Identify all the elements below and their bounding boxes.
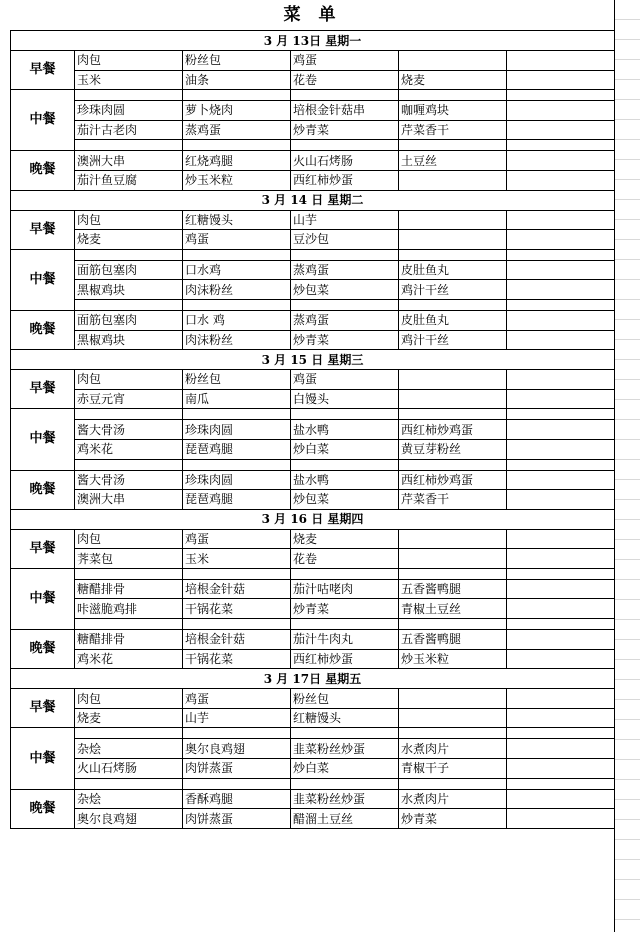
dish-cell: [399, 619, 507, 630]
empty-cell: [507, 310, 615, 330]
dish-cell: 火山石烤肠: [291, 151, 399, 171]
dish-cell: [399, 708, 507, 728]
dish-cell: 肉饼蒸蛋: [183, 759, 291, 779]
empty-cell: [507, 739, 615, 759]
lunch-row: [11, 140, 615, 151]
dish-cell: 鸡蛋: [183, 689, 291, 709]
dish-cell: 酱大骨汤: [75, 470, 183, 490]
empty-cell: [507, 490, 615, 510]
dish-cell: 红烧鸡腿: [183, 151, 291, 171]
dish-cell: [291, 299, 399, 310]
dish-cell: [399, 51, 507, 71]
dinner-label: 晚餐: [11, 630, 75, 669]
lunch-row: [11, 759, 615, 779]
empty-cell: [507, 70, 615, 90]
dish-cell: 炒包菜: [291, 280, 399, 300]
empty-cell: [507, 170, 615, 190]
lunch-row: [11, 778, 615, 789]
dish-cell: [291, 619, 399, 630]
dish-cell: 炒青菜: [399, 809, 507, 829]
dish-cell: [183, 90, 291, 101]
breakfast-row: [11, 370, 615, 390]
empty-cell: [507, 789, 615, 809]
dish-cell: 烧麦: [291, 529, 399, 549]
dinner-row: [11, 630, 615, 650]
dish-cell: 奥尔良鸡翅: [183, 739, 291, 759]
dish-cell: 口水 鸡: [183, 310, 291, 330]
lunch-row: [11, 280, 615, 300]
empty-cell: [507, 51, 615, 71]
dish-cell: 白馒头: [291, 389, 399, 409]
empty-cell: [507, 420, 615, 440]
dish-cell: [399, 249, 507, 260]
empty-cell: [507, 459, 615, 470]
empty-cell: [507, 90, 615, 101]
dish-cell: 油条: [183, 70, 291, 90]
dish-cell: 咖喱鸡块: [399, 101, 507, 121]
dish-cell: 火山石烤肠: [75, 759, 183, 779]
dish-cell: 炒白菜: [291, 439, 399, 459]
dish-cell: [399, 140, 507, 151]
dish-cell: 炒青菜: [291, 120, 399, 140]
empty-cell: [507, 728, 615, 739]
dish-cell: 鸡蛋: [291, 370, 399, 390]
lunch-label: 中餐: [11, 90, 75, 151]
dish-cell: 蒸鸡蛋: [291, 310, 399, 330]
dish-cell: 五香酱鸭腿: [399, 630, 507, 650]
dish-cell: 赤豆元宵: [75, 389, 183, 409]
breakfast-row: [11, 230, 615, 250]
dish-cell: 茄汁牛肉丸: [291, 630, 399, 650]
breakfast-row: [11, 210, 615, 230]
dish-cell: 琵琶鸡腿: [183, 490, 291, 510]
dish-cell: 珍珠肉圆: [183, 420, 291, 440]
dish-cell: [183, 728, 291, 739]
empty-cell: [507, 689, 615, 709]
lunch-row: [11, 120, 615, 140]
dish-cell: 香酥鸡腿: [183, 789, 291, 809]
dish-cell: [399, 210, 507, 230]
dish-cell: 西红柿炒蛋: [291, 170, 399, 190]
dish-cell: 炒青菜: [291, 330, 399, 350]
lunch-row: [11, 260, 615, 280]
dish-cell: [399, 549, 507, 569]
dish-cell: 炒青菜: [291, 599, 399, 619]
dish-cell: [75, 140, 183, 151]
dish-cell: 土豆丝: [399, 151, 507, 171]
lunch-label: 中餐: [11, 249, 75, 310]
dish-cell: 粉丝包: [183, 370, 291, 390]
empty-cell: [507, 470, 615, 490]
dish-cell: 杂烩: [75, 739, 183, 759]
empty-cell: [507, 549, 615, 569]
dinner-row: [11, 310, 615, 330]
dinner-row: [11, 170, 615, 190]
dish-cell: 南瓜: [183, 389, 291, 409]
dish-cell: 黑椒鸡块: [75, 330, 183, 350]
lunch-row: [11, 439, 615, 459]
empty-cell: [507, 630, 615, 650]
empty-cell: [507, 370, 615, 390]
empty-cell: [507, 759, 615, 779]
dish-cell: [75, 778, 183, 789]
dinner-row: [11, 789, 615, 809]
dish-cell: 茄汁古老肉: [75, 120, 183, 140]
dish-cell: 面筋包塞肉: [75, 310, 183, 330]
dish-cell: 豆沙包: [291, 230, 399, 250]
dish-cell: 杂烩: [75, 789, 183, 809]
dish-cell: 芹菜香干: [399, 490, 507, 510]
dish-cell: 花卷: [291, 549, 399, 569]
empty-cell: [507, 299, 615, 310]
dish-cell: 西红柿炒鸡蛋: [399, 470, 507, 490]
dish-cell: 盐水鸭: [291, 420, 399, 440]
dish-cell: 干锅花菜: [183, 649, 291, 669]
dish-cell: 五香酱鸭腿: [399, 579, 507, 599]
lunch-label: 中餐: [11, 409, 75, 470]
dish-cell: [291, 409, 399, 420]
empty-cell: [507, 708, 615, 728]
dish-cell: 肉包: [75, 51, 183, 71]
dinner-label: 晚餐: [11, 151, 75, 190]
dish-cell: [291, 778, 399, 789]
dish-cell: 酱大骨汤: [75, 420, 183, 440]
empty-cell: [507, 529, 615, 549]
empty-cell: [507, 579, 615, 599]
empty-cell: [507, 599, 615, 619]
day-header: 3 月 17日 星期五: [11, 669, 615, 689]
dish-cell: 肉沫粉丝: [183, 280, 291, 300]
empty-cell: [507, 210, 615, 230]
dish-cell: 肉包: [75, 689, 183, 709]
breakfast-row: [11, 70, 615, 90]
dish-cell: 青椒干子: [399, 759, 507, 779]
empty-cell: [507, 249, 615, 260]
dish-cell: [75, 459, 183, 470]
dinner-row: [11, 470, 615, 490]
dish-cell: 西红柿炒鸡蛋: [399, 420, 507, 440]
lunch-row: [11, 249, 615, 260]
dish-cell: 茄汁鱼豆腐: [75, 170, 183, 190]
lunch-row: [11, 420, 615, 440]
dish-cell: 玉米: [183, 549, 291, 569]
breakfast-row: [11, 689, 615, 709]
dish-cell: 琵琶鸡腿: [183, 439, 291, 459]
dish-cell: 花卷: [291, 70, 399, 90]
dish-cell: 醋溜土豆丝: [291, 809, 399, 829]
dish-cell: 肉饼蒸蛋: [183, 809, 291, 829]
dish-cell: [183, 778, 291, 789]
dish-cell: [399, 370, 507, 390]
breakfast-row: [11, 549, 615, 569]
dish-cell: [399, 409, 507, 420]
dish-cell: 鸡米花: [75, 649, 183, 669]
spreadsheet-gridlines: [614, 0, 640, 932]
dish-cell: 肉包: [75, 370, 183, 390]
breakfast-label: 早餐: [11, 370, 75, 409]
dish-cell: 西红柿炒蛋: [291, 649, 399, 669]
dinner-row: [11, 649, 615, 669]
menu-title: 菜 单: [283, 5, 342, 25]
dish-cell: 肉包: [75, 529, 183, 549]
dinner-row: [11, 330, 615, 350]
dish-cell: 炒玉米粒: [183, 170, 291, 190]
dish-cell: 荠菜包: [75, 549, 183, 569]
dish-cell: 山芋: [183, 708, 291, 728]
dish-cell: [75, 619, 183, 630]
dish-cell: 培根金针菇: [183, 630, 291, 650]
breakfast-label: 早餐: [11, 529, 75, 568]
dish-cell: [399, 170, 507, 190]
dish-cell: [399, 230, 507, 250]
dish-cell: 肉沫粉丝: [183, 330, 291, 350]
day-header: 3 月 14 日 星期二: [11, 190, 615, 210]
dish-cell: 鸡蛋: [183, 230, 291, 250]
dish-cell: 蒸鸡蛋: [183, 120, 291, 140]
empty-cell: [507, 151, 615, 171]
dish-cell: 珍珠肉圆: [183, 470, 291, 490]
dish-cell: [291, 728, 399, 739]
dish-cell: 炒玉米粒: [399, 649, 507, 669]
dish-cell: 澳洲大串: [75, 490, 183, 510]
dish-cell: 肉包: [75, 210, 183, 230]
dish-cell: [291, 568, 399, 579]
lunch-row: [11, 568, 615, 579]
dish-cell: 皮肚鱼丸: [399, 310, 507, 330]
dish-cell: 口水鸡: [183, 260, 291, 280]
dinner-label: 晚餐: [11, 789, 75, 828]
dish-cell: 面筋包塞肉: [75, 260, 183, 280]
lunch-row: [11, 101, 615, 121]
dish-cell: 烧麦: [75, 230, 183, 250]
dish-cell: [291, 459, 399, 470]
dish-cell: [183, 140, 291, 151]
lunch-row: [11, 739, 615, 759]
breakfast-label: 早餐: [11, 51, 75, 90]
empty-cell: [507, 619, 615, 630]
dish-cell: 鸡米花: [75, 439, 183, 459]
dish-cell: [399, 728, 507, 739]
dish-cell: [291, 140, 399, 151]
dish-cell: 萝卜烧肉: [183, 101, 291, 121]
dish-cell: 红糖馒头: [291, 708, 399, 728]
dish-cell: [399, 459, 507, 470]
dish-cell: 黄豆芽粉丝: [399, 439, 507, 459]
dish-cell: [399, 389, 507, 409]
dish-cell: 澳洲大串: [75, 151, 183, 171]
dinner-label: 晚餐: [11, 310, 75, 349]
dish-cell: 鸡汁干丝: [399, 330, 507, 350]
lunch-row: [11, 409, 615, 420]
lunch-row: [11, 599, 615, 619]
dish-cell: 奥尔良鸡翅: [75, 809, 183, 829]
dish-cell: [291, 249, 399, 260]
menu-table: [10, 0, 615, 829]
breakfast-row: [11, 389, 615, 409]
dish-cell: [183, 459, 291, 470]
breakfast-label: 早餐: [11, 210, 75, 249]
dish-cell: [75, 409, 183, 420]
dish-cell: [75, 249, 183, 260]
dinner-row: [11, 151, 615, 171]
dish-cell: [75, 568, 183, 579]
dish-cell: 珍珠肉圆: [75, 101, 183, 121]
lunch-label: 中餐: [11, 568, 75, 629]
dish-cell: [399, 90, 507, 101]
dish-cell: 炒包菜: [291, 490, 399, 510]
dinner-row: [11, 809, 615, 829]
empty-cell: [507, 120, 615, 140]
dish-cell: 水煮肉片: [399, 739, 507, 759]
dish-cell: 茄汁咕咾肉: [291, 579, 399, 599]
dish-cell: [399, 529, 507, 549]
lunch-row: [11, 459, 615, 470]
dish-cell: 干锅花菜: [183, 599, 291, 619]
dish-cell: 糖醋排骨: [75, 579, 183, 599]
dish-cell: 盐水鸭: [291, 470, 399, 490]
dish-cell: [75, 90, 183, 101]
lunch-row: [11, 619, 615, 630]
lunch-label: 中餐: [11, 728, 75, 789]
empty-cell: [507, 101, 615, 121]
empty-cell: [507, 330, 615, 350]
empty-cell: [507, 778, 615, 789]
day-header: 3 月 13日 星期一: [11, 31, 615, 51]
dish-cell: [75, 299, 183, 310]
dish-cell: 韭菜粉丝炒蛋: [291, 739, 399, 759]
lunch-row: [11, 90, 615, 101]
dish-cell: [183, 299, 291, 310]
empty-cell: [507, 649, 615, 669]
dish-cell: 鸡汁干丝: [399, 280, 507, 300]
empty-cell: [507, 809, 615, 829]
dish-cell: [183, 409, 291, 420]
dish-cell: 蒸鸡蛋: [291, 260, 399, 280]
dish-cell: 韭菜粉丝炒蛋: [291, 789, 399, 809]
dish-cell: 红糖馒头: [183, 210, 291, 230]
breakfast-row: [11, 51, 615, 71]
dish-cell: 青椒土豆丝: [399, 599, 507, 619]
dish-cell: [399, 689, 507, 709]
empty-cell: [507, 140, 615, 151]
dish-cell: 咔滋脆鸡排: [75, 599, 183, 619]
dish-cell: 糖醋排骨: [75, 630, 183, 650]
dinner-row: [11, 490, 615, 510]
day-header: 3 月 16 日 星期四: [11, 509, 615, 529]
breakfast-label: 早餐: [11, 689, 75, 728]
day-header: 3 月 15 日 星期三: [11, 350, 615, 370]
lunch-row: [11, 299, 615, 310]
lunch-row: [11, 728, 615, 739]
dish-cell: 玉米: [75, 70, 183, 90]
dish-cell: 烧麦: [75, 708, 183, 728]
dish-cell: 芹菜香干: [399, 120, 507, 140]
dish-cell: 水煮肉片: [399, 789, 507, 809]
dish-cell: [183, 249, 291, 260]
dish-cell: 鸡蛋: [183, 529, 291, 549]
dish-cell: 烧麦: [399, 70, 507, 90]
dish-cell: [399, 778, 507, 789]
dish-cell: 鸡蛋: [291, 51, 399, 71]
breakfast-row: [11, 529, 615, 549]
empty-cell: [507, 568, 615, 579]
empty-cell: [507, 389, 615, 409]
dish-cell: [183, 568, 291, 579]
dish-cell: 黑椒鸡块: [75, 280, 183, 300]
empty-cell: [507, 230, 615, 250]
dish-cell: 粉丝包: [291, 689, 399, 709]
dish-cell: 粉丝包: [183, 51, 291, 71]
empty-cell: [507, 260, 615, 280]
dish-cell: 培根金针菇: [183, 579, 291, 599]
breakfast-row: [11, 708, 615, 728]
dish-cell: 皮肚鱼丸: [399, 260, 507, 280]
dish-cell: [183, 619, 291, 630]
empty-cell: [507, 439, 615, 459]
empty-cell: [507, 409, 615, 420]
lunch-row: [11, 579, 615, 599]
dish-cell: 培根金针菇串: [291, 101, 399, 121]
dinner-label: 晚餐: [11, 470, 75, 509]
dish-cell: [75, 728, 183, 739]
dish-cell: [291, 90, 399, 101]
dish-cell: [399, 299, 507, 310]
dish-cell: 山芋: [291, 210, 399, 230]
dish-cell: 炒白菜: [291, 759, 399, 779]
dish-cell: [399, 568, 507, 579]
empty-cell: [507, 280, 615, 300]
